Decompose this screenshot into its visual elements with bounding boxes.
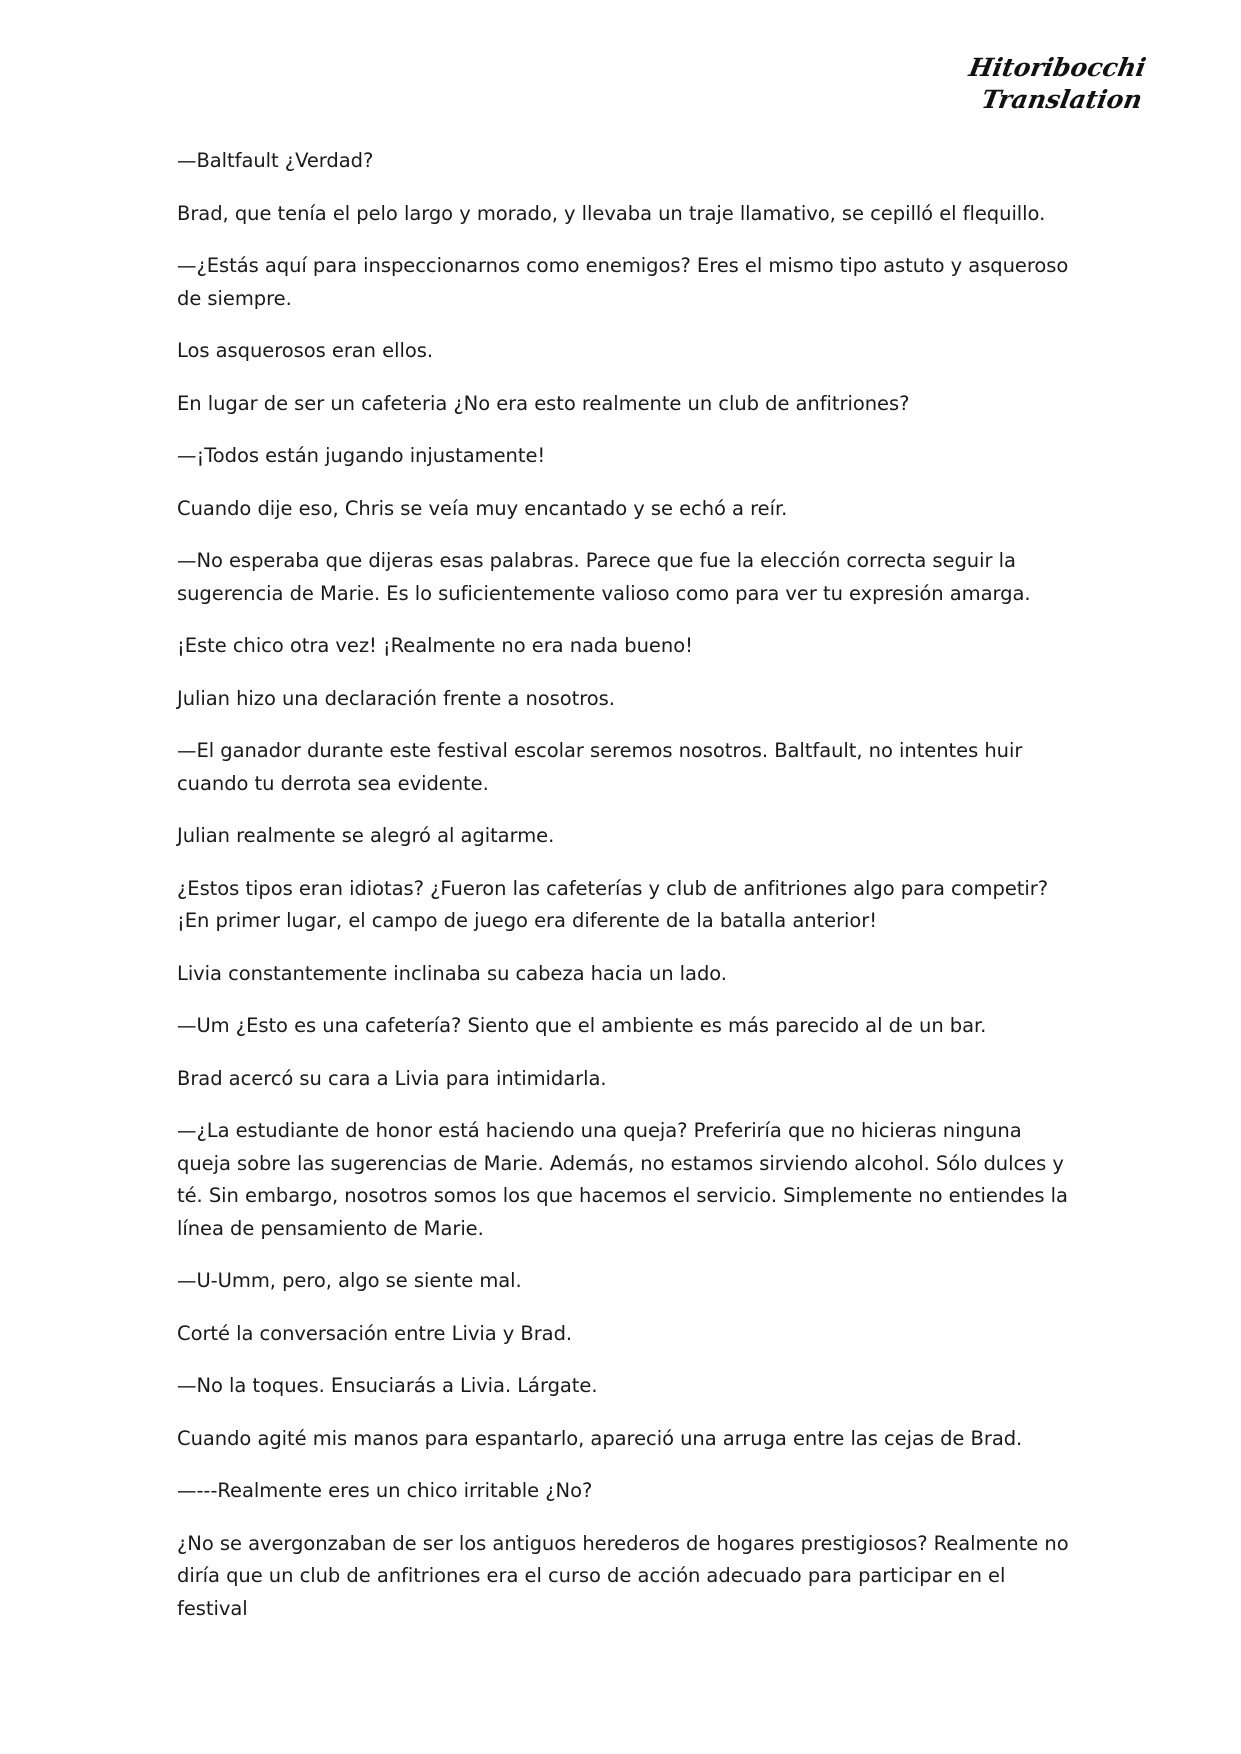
- paragraph: Brad acercó su cara a Livia para intimidarla.: [177, 1066, 607, 1090]
- paragraph: —Baltfault ¿Verdad?: [177, 149, 374, 172]
- paragraph: —¿La estudiante de honor está haciendo una queja? Preferiría que no hicieras ninguna queja sobre las sugerencias de Marie. Además, no estamos sirviendo alcohol. Sólo dulces y té. Sin embargo, nosotros somos los que hacemos el servicio. Simplemente no entiendes la línea de pensamiento de Marie.: [177, 1119, 1068, 1240]
- document-body: [177, 145, 1077, 1645]
- logo-line-1: Hitoribocchi: [966, 52, 1149, 82]
- paragraph: Cuando dije eso, Chris se veía muy encantado y se echó a reír.: [177, 496, 788, 520]
- paragraph: Julian hizo una declaración frente a nosotros.: [177, 686, 615, 710]
- paragraph: Cuando agité mis manos para espantarlo, apareció una arruga entre las cejas de Brad.: [177, 1426, 1023, 1450]
- paragraph: —U-Umm, pero, algo se siente mal.: [177, 1269, 522, 1292]
- paragraph: —No la toques. Ensuciarás a Livia. Lárgate.: [177, 1374, 598, 1397]
- paragraph: —¿Estás aquí para inspeccionarnos como enemigos? Eres el mismo tipo astuto y asqueroso de siempre.: [177, 254, 1069, 310]
- paragraph: Corté la conversación entre Livia y Brad.: [177, 1321, 573, 1345]
- translator-logo-mark: [961, 48, 1151, 120]
- paragraph: En lugar de ser un cafeteria ¿No era esto realmente un club de anfitriones?: [177, 391, 910, 415]
- paragraph: Los asquerosos eran ellos.: [177, 339, 433, 362]
- paragraph: —---Realmente eres un chico irritable ¿No?: [177, 1479, 593, 1502]
- paragraph: ¿No se avergonzaban de ser los antiguos herederos de hogares prestigiosos? Realmente no diría que un club de anfitriones era el curso de acción adecuado para participar en el festival: [177, 1531, 1069, 1620]
- translator-logo: [961, 48, 1151, 120]
- paragraph: —Um ¿Esto es una cafetería? Siento que el ambiente es más parecido al de un bar.: [177, 1014, 987, 1037]
- paragraph: Julian realmente se alegró al agitarme.: [177, 824, 555, 847]
- paragraph: —El ganador durante este festival escolar seremos nosotros. Baltfault, no intentes huir cuando tu derrota sea evidente.: [177, 739, 1023, 795]
- paragraph: ¿Estos tipos eran idiotas? ¿Fueron las cafeterías y club de anfitriones algo para competir? ¡En primer lugar, el campo de juego era diferente de la batalla anterior!: [177, 876, 1049, 932]
- paragraph: —No esperaba que dijeras esas palabras. Parece que fue la elección correcta seguir la sugerencia de Marie. Es lo suficientemente valioso como para ver tu expresión amarga.: [177, 549, 1031, 605]
- logo-line-2: Translation: [979, 84, 1145, 114]
- paragraph: ¡Este chico otra vez! ¡Realmente no era nada bueno!: [177, 634, 693, 657]
- paragraph: Brad, que tenía el pelo largo y morado, y llevaba un traje llamativo, se cepilló el flequillo.: [177, 201, 1046, 225]
- paragraph: Livia constantemente inclinaba su cabeza hacia un lado.: [177, 961, 727, 985]
- paragraph: —¡Todos están jugando injustamente!: [177, 444, 546, 467]
